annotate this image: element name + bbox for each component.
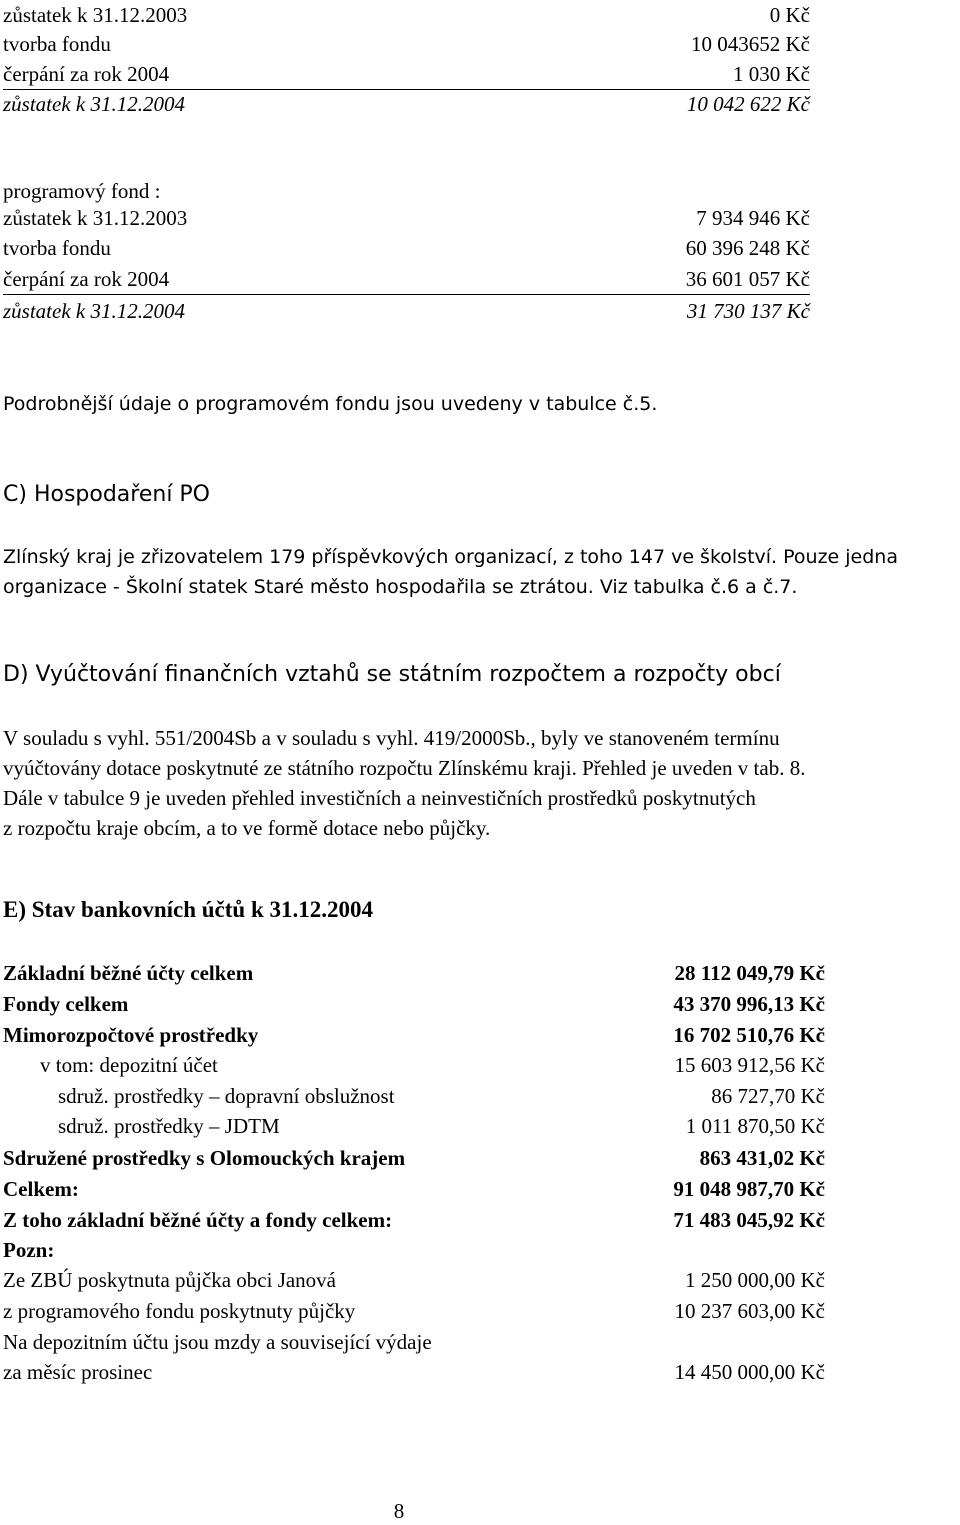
- row-label: tvorba fondu: [3, 236, 111, 260]
- fund-row-balance-2004: [3, 89, 810, 119]
- account-row-december: [3, 1357, 825, 1387]
- section-d-line-1: V souladu s vyhl. 551/2004Sb a v souladu s vyhl. 419/2000Sb., byly ve stanoveném termínu: [3, 726, 780, 750]
- section-c-heading: C) Hospodaření PO: [3, 482, 211, 507]
- row-value: 43 370 996,13 Kč: [673, 992, 825, 1016]
- row-value: 86 727,70 Kč: [711, 1084, 825, 1108]
- account-row-funds: [3, 989, 825, 1019]
- row-label: sdruž. prostředky – dopravní obslužnost: [58, 1084, 395, 1108]
- program-fund-row-balance-2003: [3, 203, 810, 233]
- row-label: Z toho základní běžné účty a fondy celkem:: [3, 1208, 393, 1232]
- row-value: 60 396 248 Kč: [685, 236, 810, 260]
- row-label: sdruž. prostředky – JDTM: [58, 1114, 280, 1138]
- row-value: 10 042 622 Kč: [686, 92, 810, 116]
- section-d-line-3: Dále v tabulce 9 je uveden přehled investičních a neinvestičních prostředků poskytnutých: [3, 786, 756, 810]
- section-d-line-2: vyúčtovány dotace poskytnuté ze státního rozpočtu Zlínskému kraji. Přehled je uveden v tab. 8.: [3, 756, 806, 780]
- row-value: 36 601 057 Kč: [685, 267, 810, 291]
- row-label: Na depozitním účtu jsou mzdy a související výdaje: [3, 1330, 432, 1354]
- row-label: zůstatek k 31.12.2003: [3, 3, 188, 27]
- account-row-total: [3, 1174, 825, 1204]
- fund-row-balance-2003: [3, 0, 810, 30]
- row-value: 91 048 987,70 Kč: [673, 1177, 825, 1201]
- row-label: z programového fondu poskytnuty půjčky: [3, 1299, 356, 1323]
- account-row-base-accounts: [3, 958, 825, 988]
- row-label: Základní běžné účty celkem: [3, 961, 254, 985]
- row-label: tvorba fondu: [3, 32, 111, 56]
- row-label: Fondy celkem: [3, 992, 129, 1016]
- row-label: čerpání za rok 2004: [3, 267, 170, 291]
- section-e-heading: E) Stav bankovních účtů k 31.12.2004: [3, 897, 373, 922]
- row-label: čerpání za rok 2004: [3, 62, 170, 86]
- section-c-line-2: organizace - Školní statek Staré město hospodařila se ztrátou. Viz tabulka č.6 a č.7.: [3, 576, 798, 598]
- row-label: zůstatek k 31.12.2004: [3, 92, 185, 116]
- program-fund-title: [3, 176, 810, 206]
- row-label: za měsíc prosinec: [3, 1360, 153, 1384]
- account-row-transport: [3, 1081, 825, 1111]
- row-value: 0 Kč: [769, 3, 810, 27]
- row-value: 16 702 510,76 Kč: [673, 1023, 825, 1047]
- section-d-line-4: z rozpočtu kraje obcím, a to ve formě dotace nebo půjčky.: [3, 816, 491, 840]
- program-fund-row-creation: [3, 233, 810, 263]
- row-value: 10 237 603,00 Kč: [674, 1299, 825, 1323]
- row-value: 28 112 049,79 Kč: [674, 961, 825, 985]
- account-row-note-label: [3, 1235, 825, 1265]
- page-number: 8: [393, 1499, 405, 1523]
- section-d-heading: D) Vyúčtování finančních vztahů se státním rozpočtem a rozpočty obcí: [3, 662, 781, 687]
- account-row-extra-budget: [3, 1020, 825, 1050]
- row-value: 14 450 000,00 Kč: [674, 1360, 825, 1384]
- account-row-olomouc: [3, 1143, 825, 1173]
- account-row-jdtm: [3, 1111, 825, 1141]
- row-label: Mimorozpočtové prostředky: [3, 1023, 259, 1047]
- program-fund-row-balance-2004: [3, 296, 810, 326]
- row-value: 1 011 870,50 Kč: [685, 1114, 825, 1138]
- account-row-program-loans: [3, 1296, 825, 1326]
- fund-row-drawdown: [3, 59, 810, 90]
- fund-row-creation: [3, 29, 810, 59]
- row-label: Celkem:: [3, 1177, 79, 1201]
- account-row-loan-janova: [3, 1265, 825, 1295]
- row-label: Ze ZBÚ poskytnuta půjčka obci Janová: [3, 1268, 337, 1292]
- row-label: v tom: depozitní účet: [40, 1053, 218, 1077]
- account-row-base-and-funds: [3, 1205, 825, 1235]
- row-value: 71 483 045,92 Kč: [673, 1208, 825, 1232]
- row-label: zůstatek k 31.12.2004: [3, 299, 185, 323]
- row-label: zůstatek k 31.12.2003: [3, 206, 188, 230]
- row-value: 10 043652 Kč: [691, 32, 810, 56]
- program-fund-row-drawdown: [3, 264, 810, 295]
- section-c-line-1: Zlínský kraj je zřizovatelem 179 příspěvkových organizací, z toho 147 ve školství. Pouze jedna: [3, 546, 898, 568]
- section-title: programový fond :: [3, 179, 161, 203]
- program-fund-note: Podrobnější údaje o programovém fondu jsou uvedeny v tabulce č.5.: [3, 393, 658, 415]
- row-value: 15 603 912,56 Kč: [674, 1053, 825, 1077]
- row-label: Pozn:: [3, 1238, 55, 1262]
- row-value: 7 934 946 Kč: [696, 206, 810, 230]
- row-value: 31 730 137 Kč: [686, 299, 810, 323]
- row-value: 1 030 Kč: [733, 62, 810, 86]
- row-value: 1 250 000,00 Kč: [685, 1268, 825, 1292]
- account-row-deposit: [3, 1050, 825, 1080]
- row-label: Sdružené prostředky s Olomouckých krajem: [3, 1146, 406, 1170]
- row-value: 863 431,02 Kč: [699, 1146, 825, 1170]
- account-row-deposit-wages: [3, 1327, 825, 1357]
